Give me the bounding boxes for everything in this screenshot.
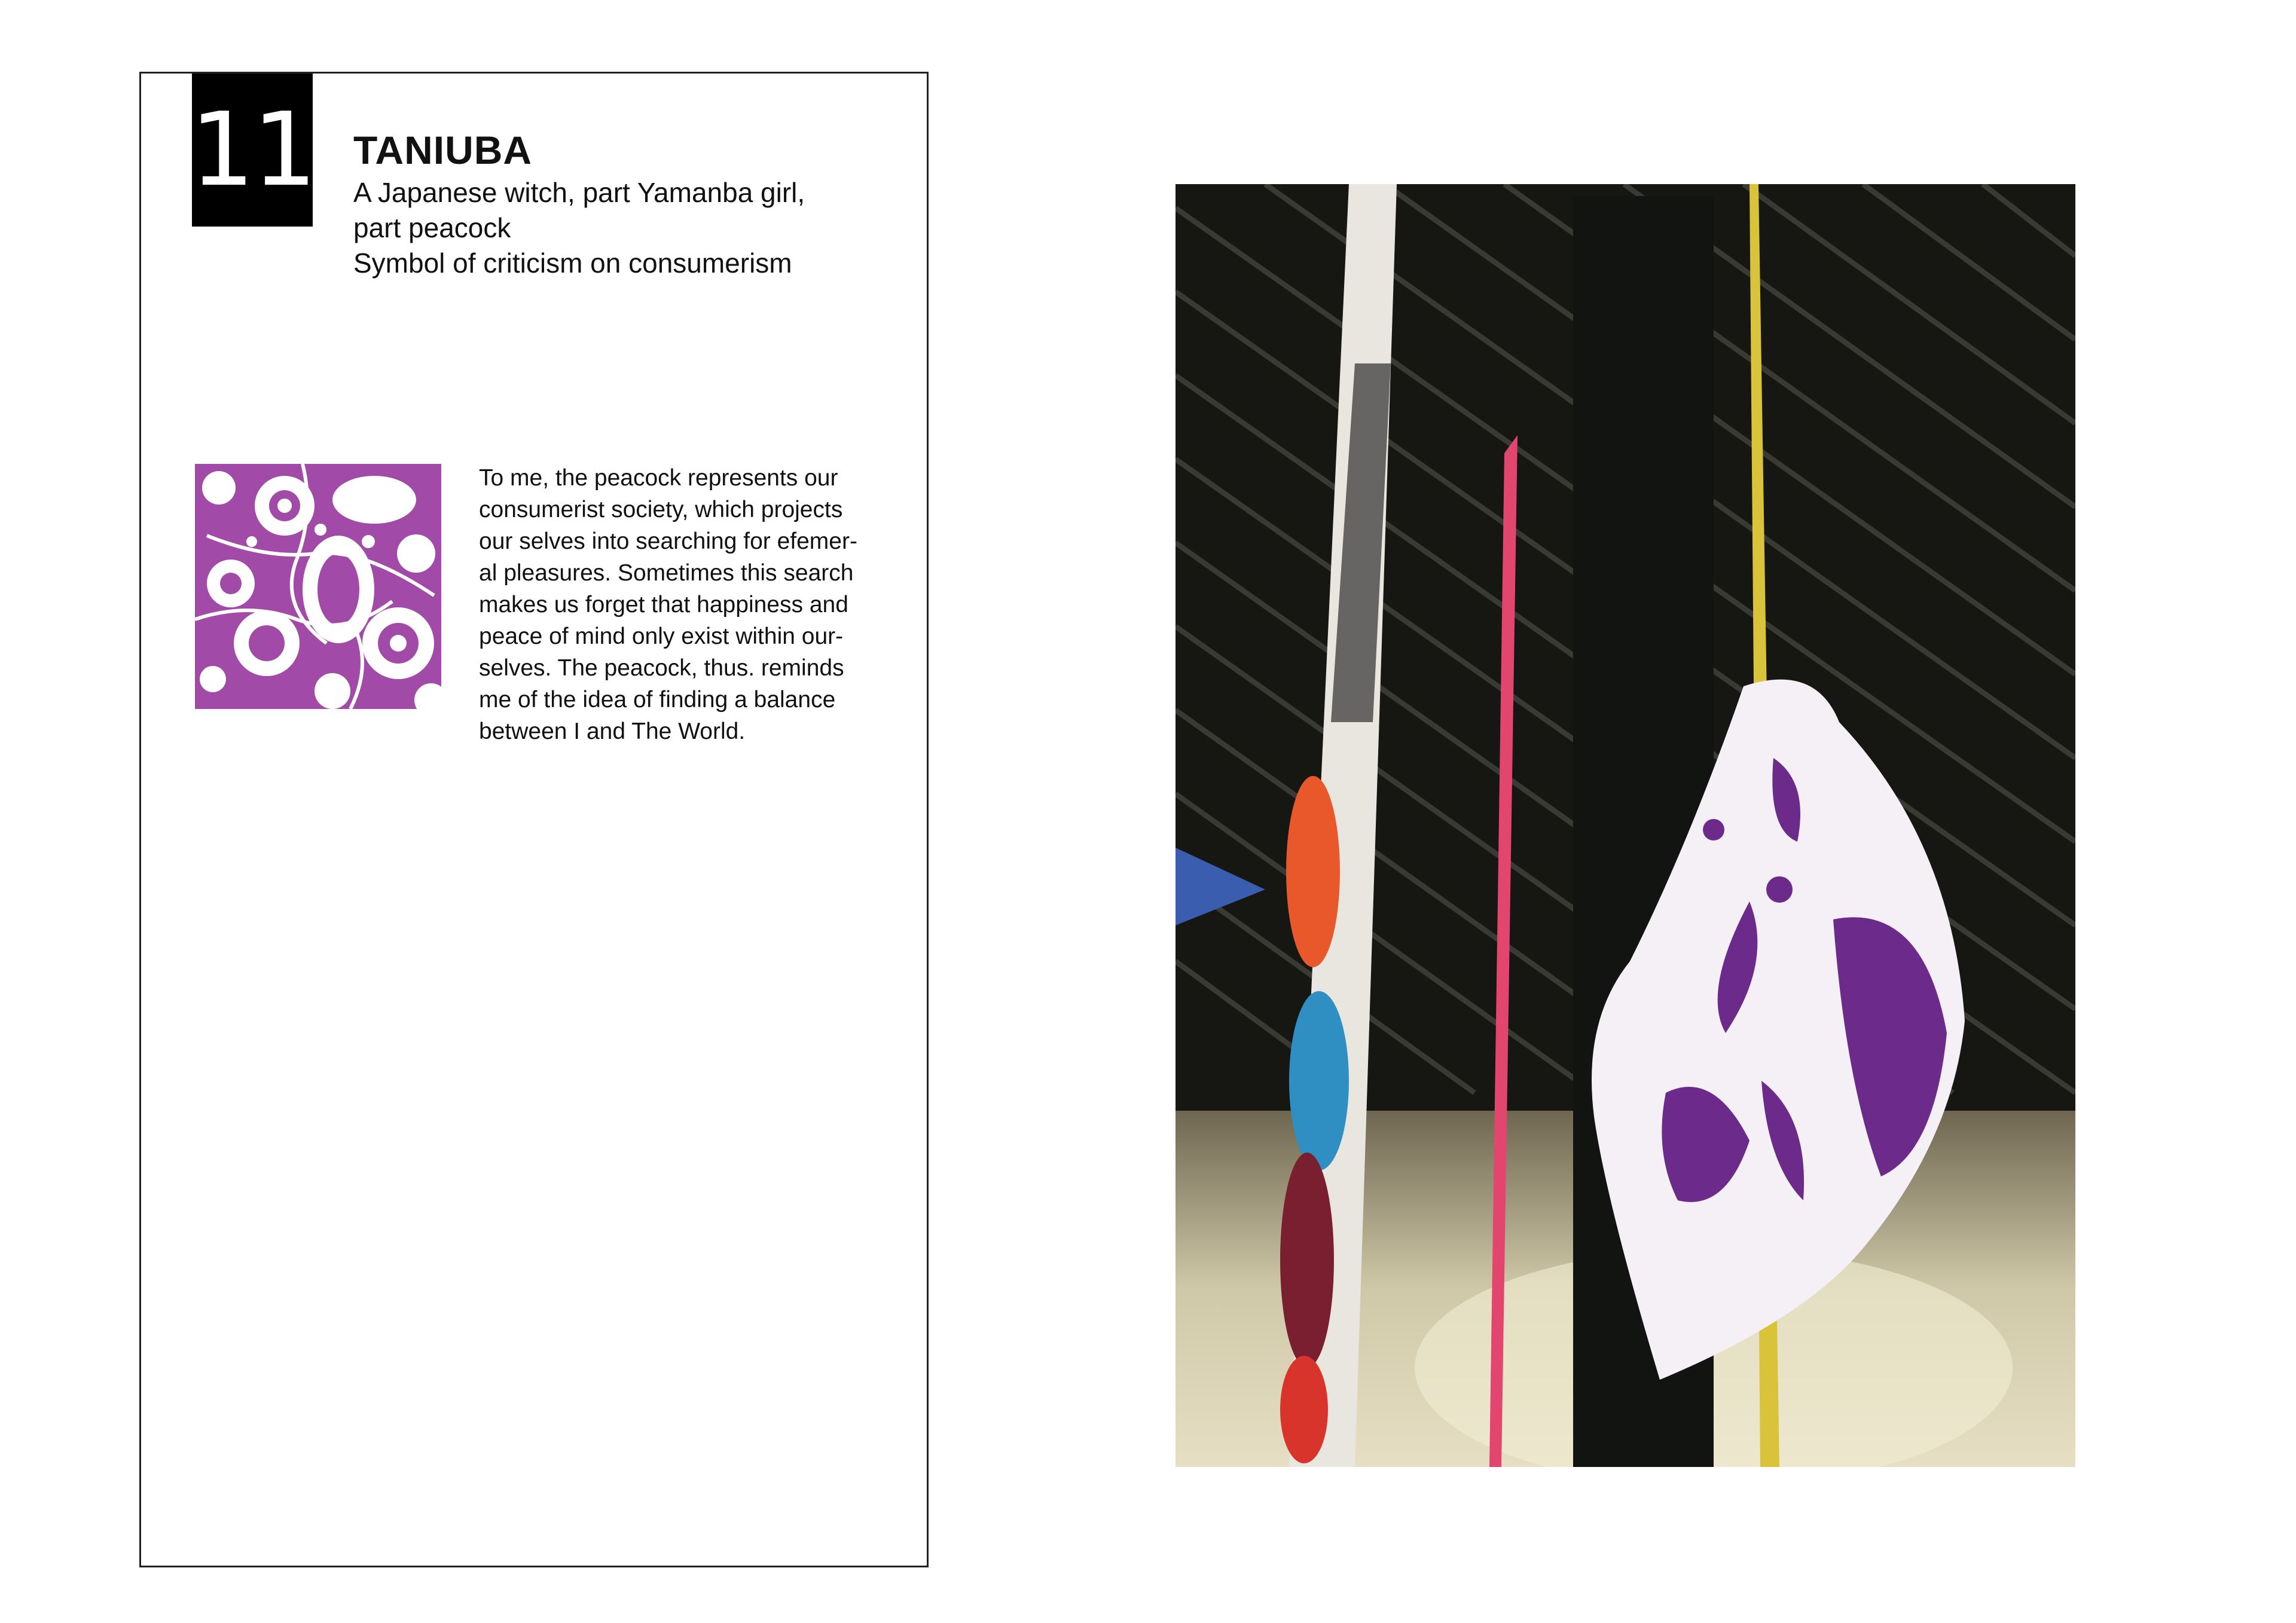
page-title: TANIUBA bbox=[353, 128, 533, 172]
body-text bbox=[479, 462, 909, 747]
page-number: 11 bbox=[190, 91, 315, 209]
subtitle-line: part peacock bbox=[353, 212, 511, 243]
body-line: peace of mind only exist within our- bbox=[479, 623, 844, 649]
body-line: selves. The peacock, thus. reminds bbox=[479, 655, 844, 681]
body-line: To me, the peacock represents our bbox=[479, 465, 838, 491]
info-card bbox=[139, 72, 929, 1567]
body-line: me of the idea of finding a balance bbox=[479, 687, 836, 713]
peacock-pattern-image bbox=[195, 464, 441, 709]
body-line: consumerist society, which projects bbox=[479, 497, 843, 522]
body-line: al pleasures. Sometimes this search bbox=[479, 560, 854, 586]
subtitle-line: A Japanese witch, part Yamanba girl, bbox=[353, 177, 805, 208]
subtitle-line: Symbol of criticism on consumerism bbox=[353, 247, 792, 279]
subtitle bbox=[353, 175, 891, 281]
page-number-badge bbox=[192, 74, 313, 227]
body-line: between I and The World. bbox=[479, 719, 746, 744]
body-line: makes us forget that happiness and bbox=[479, 592, 848, 618]
installation-photo bbox=[1176, 184, 2075, 1467]
body-line: our selves into searching for efemer- bbox=[479, 528, 857, 554]
